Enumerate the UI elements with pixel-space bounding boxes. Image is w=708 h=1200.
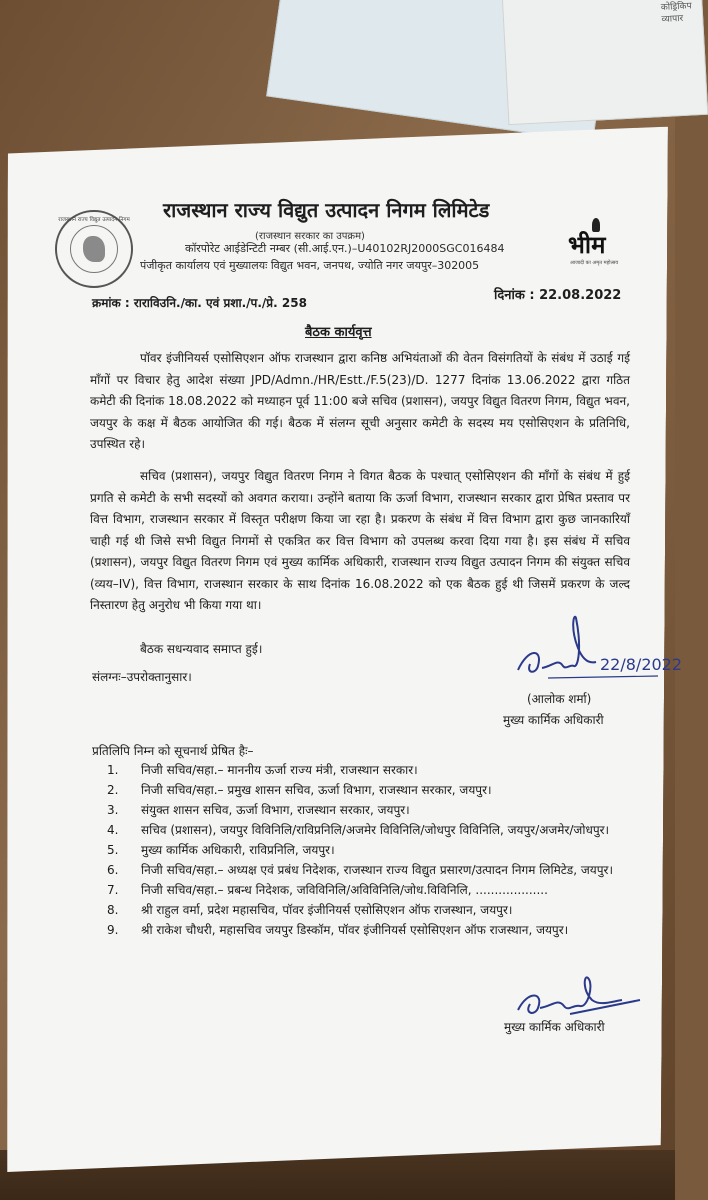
list-item [105,882,645,899]
list-text: निजी सचिव/सहा.– प्रबन्ध निदेशक, जविविनिलि/अविविनिलि/जोध.विविनिलि, ................... [141,883,548,897]
reference-number: क्रमांक : राराविउनि./का. एवं प्रशा./प./प्रे. 258 [92,296,307,310]
rajasthan-map-icon [70,225,118,273]
rvunl-logo [55,210,133,288]
copies-heading: प्रतिलिपि निम्न को सूचनार्थ प्रेषित हैः– [92,744,254,758]
list-item [105,762,645,779]
list-number: 2. [107,783,119,797]
list-text: सचिव (प्रशासन), जयपुर विविनिलि/राविप्रनिलि/अजमेर विविनिलि/जोधपुर विविनिलि, जयपुर/अजमेर/जोधपुर। [141,823,610,837]
list-number: 8. [107,903,119,917]
org-name: राजस्थान राज्य विद्युत उत्पादन निगम लिमिटेड [163,198,490,222]
bhim-logo-text: भीम [568,230,606,259]
background-corner-text: कोड्रिकिप व्यापार [660,1,692,25]
list-item [105,822,645,839]
paragraph-1: पॉवर इंजीनियर्स एसोसिएशन ऑफ राजस्थान द्वारा कनिष्ठ अभियंताओं की वेतन विसंगतियों के संबंध में उठाई गई माँगों पर विचार हेतु आदेश संख्या JPD/Admn./HR/Estt./F.5(23)/D. 1277 दिनांक 13.06.2022 द्वारा गठित कमेटी की दिनांक 18.08.2022 को मध्याहन पूर्व 11:00 बजे सचिव (प्रशासन), जयपुर विद्युत वितरण निगम, विद्युत भवन, जयपुर के कक्ष में बैठक आयोजित की गई। बैठक में संलग्न सूची अनुसार कमेटी के सदस्य मय एसोसिएशन के प्रतिनिधि, उपस्थित रहे। [90,351,630,451]
closing-line: बैठक सधन्यवाद समाप्त हुई। [140,642,263,656]
list-item [105,782,645,799]
list-number: 4. [107,823,119,837]
org-subtitle: (राजस्थान सरकार का उपक्रम) [255,231,365,242]
signatory-designation-2: मुख्य कार्मिक अधिकारी [504,1020,605,1034]
bhim-logo-tag: आजादी का अमृत महोत्सव [570,260,619,266]
list-text: श्री राकेश चौधरी, महासचिव जयपुर डिस्कॉम, पॉवर इंजीनियर्स एसोसिएशन ऑफ राजस्थान, जयपुर। [141,923,569,937]
list-text: निजी सचिव/सहा.– अध्यक्ष एवं प्रबंध निदेशक, राजस्थान राज्य विद्युत प्रसारण/उत्पादन निगम लिमिटेड, जयपुर। [141,863,613,877]
bhim-logo [568,218,626,276]
org-address: पंजीकृत कार्यालय एवं मुख्यालयः विद्युत भवन, जनपथ, ज्योति नगर जयपुर–302005 [140,259,480,272]
list-item [105,862,645,879]
paragraph-2: सचिव (प्रशासन), जयपुर विद्युत वितरण निगम ने विगत बैठक के पश्चात् एसोसिएशन की माँगों के संबंध में हुई प्रगति से कमेटी के सभी सदस्यों को अवगत कराया। उन्होंने बताया कि ऊर्जा विभाग, राजस्थान सरकार द्वारा प्रेषित प्रस्ताव पर वित्त विभाग, राजस्थान सरकार में विस्तृत परीक्षण किया जा रहा है। प्रकरण के संबंध में वित्त विभाग द्वारा कुछ जानकारियाँ चाही गई थी जिसे सभी विद्युत निगमों से एकत्रित कर वित्त विभाग को उपलब्ध करवा दिया गया है। इस संबंध में सचिव (प्रशासन), जयपुर विद्युत वितरण निगम एवं मुख्य कार्मिक अधिकारी, राजस्थान राज्य विद्युत उत्पादन निगम की संयुक्त सचिव (व्यय–IV), वित्त विभाग, राजस्थान सरकार के साथ दिनांक 16.08.2022 को एक बैठक हुई थी जिसमें प्रकरण के जल्द निस्तारण हेतु अनुरोध भी किया गया था। [90,469,630,612]
logo-ring-text: राजस्थान राज्य विद्युत उत्पादन निगम [58,217,130,223]
reference-date: दिनांक : 22.08.2022 [494,288,622,303]
signatory-designation: मुख्य कार्मिक अधिकारी [503,713,604,727]
list-text: निजी सचिव/सहा.– माननीय ऊर्जा राज्य मंत्री, राजस्थान सरकार। [141,763,418,777]
list-item [105,922,645,939]
list-text: श्री राहुल वर्मा, प्रदेश महासचिव, पॉवर इंजीनियर्स एसोसिएशन ऑफ राजस्थान, जयपुर। [141,903,513,917]
handwritten-signature-2 [510,970,650,1025]
list-text: संयुक्त शासन सचिव, ऊर्जा विभाग, राजस्थान सरकार, जयपुर। [141,803,410,817]
signature-date: 22/8/2022 [600,655,683,674]
list-number: 3. [107,803,119,817]
handwritten-signature [508,608,688,693]
list-item [105,902,645,919]
list-number: 9. [107,923,119,937]
list-number: 6. [107,863,119,877]
background-paper-2 [502,0,708,125]
list-number: 7. [107,883,119,897]
page-title: बैठक कार्यवृत्त [305,325,372,340]
enclosure-line: संलग्नः–उपरोक्तानुसार। [92,670,192,684]
copy-list [105,762,645,942]
signatory-name: (आलोक शर्मा) [527,692,592,706]
list-item [105,842,645,859]
list-text: निजी सचिव/सहा.– प्रमुख शासन सचिव, ऊर्जा विभाग, राजस्थान सरकार, जयपुर। [141,783,492,797]
list-text: मुख्य कार्मिक अधिकारी, राविप्रनिलि, जयपुर। [141,843,335,857]
list-number: 1. [107,763,119,777]
org-cin: कॉरपोरेट आईडेन्टिटी नम्बर (सी.आई.एन.)–U40102RJ2000SGC016484 [185,242,505,255]
list-number: 5. [107,843,119,857]
list-item [105,802,645,819]
